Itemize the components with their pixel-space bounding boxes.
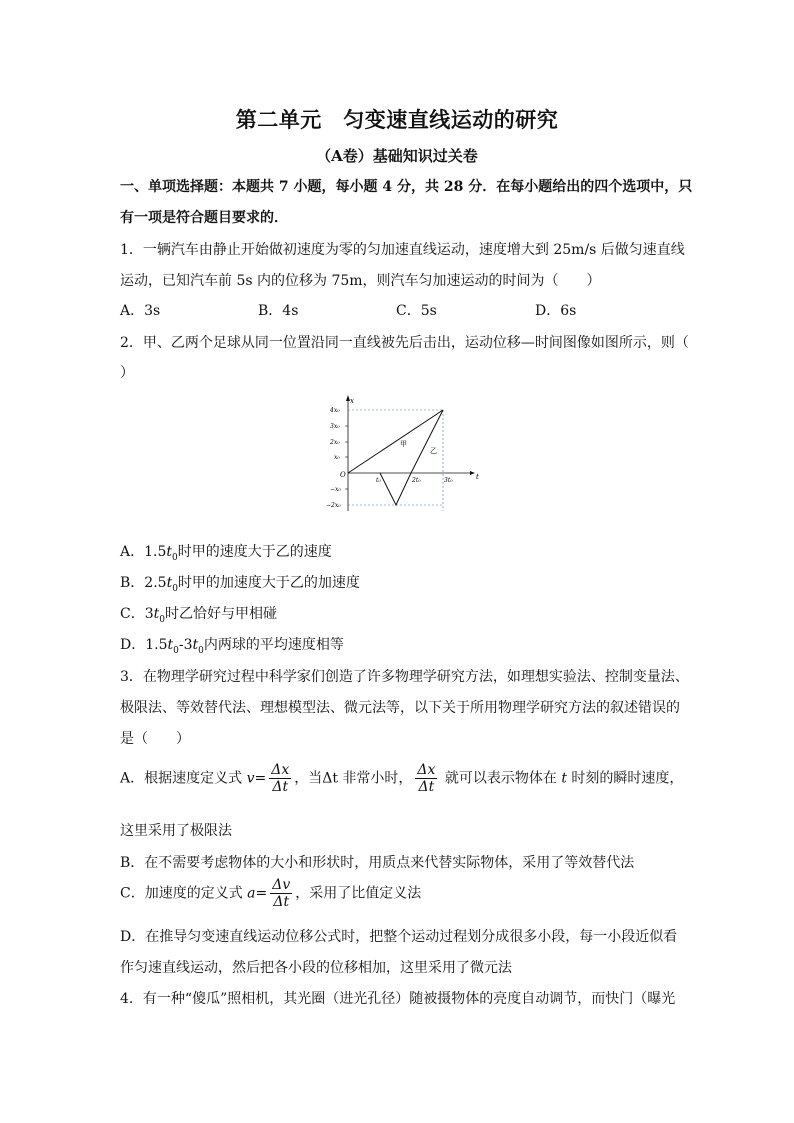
t-axis-arrow [470,471,475,475]
label-jia: 甲 [400,440,407,448]
q1-option-d: D．6s [535,303,577,319]
label-yi: 乙 [430,447,437,455]
fraction-dv-dt: $\frac{\Delta v}{\Delta t}$ [272,877,291,910]
q3-option-a: A．根据速度定义式 v= $\frac{\Delta x}{\Delta t}$ ，当Δt 非常小时， $\frac{\Delta x}{\Delta t}$ 就可以表示物体在 t 时刻的瞬时速度， [120,762,684,795]
fraction-dx-dt: $\frac{\Delta x}{\Delta t}$ [271,762,290,795]
tick-2x0: 2x₀ [330,439,340,446]
q3-line3: 是（ ） [120,731,190,747]
q3-option-b: B．在不需要考虑物体的大小和形状时，用质点来代替实际物体，采用了等效替代法 [120,855,635,871]
displacement-time-graph [326,393,480,518]
q3-line2: 极限法、等效替代法、理想模型法、微元法等，以下关于所用物理学研究方法的叙述错误的 [120,700,680,716]
line-yi [380,410,443,505]
fraction-dx-dt-2: $\frac{\Delta x}{\Delta t}$ [417,762,436,795]
q3-line1: 3．在物理学研究过程中科学家们创造了许多物理学研究方法，如理想实验法、控制变量法、 [120,669,689,685]
q2-line2: ） [120,365,134,381]
q3-option-d-line1: D．在推导匀变速直线运动位移公式时，把整个运动过程划分成很多小段，每一小段近似看 [120,929,678,945]
t-axis-label: t [476,473,479,481]
tick-3t0: 3t₀ [444,477,453,484]
tick-x0: x₀ [334,454,340,461]
q1-option-b: B．4s [258,303,299,319]
q3-option-d-line2: 作匀速直线运动，然后把各小段的位移相加，这里采用了微元法 [120,960,512,976]
tick-3x0: 3x₀ [330,423,340,430]
q1-option-c: C．5s [396,303,437,319]
tick-2t0: 2t₀ [412,477,421,484]
section-heading-line1: 一、单项选择题：本题共 7 小题，每小题 4 分，共 28 分．在每小题给出的四个选项中，只 [120,179,693,195]
section-heading-line2: 有一项是符合题目要求的． [120,210,288,226]
tick-neg-2x0: −2x₀ [326,502,341,509]
tick-neg-x0: −x₀ [330,486,341,493]
q1-line2: 运动，已知汽车前 5s 内的位移为 75m，则汽车匀加速运动的时间为（ ） [120,273,601,289]
q1-line1: 1．一辆汽车由静止开始做初速度为零的匀加速直线运动，速度增大到 25m/s 后做匀速直线 [120,242,685,258]
tick-t0: t₀ [376,477,381,484]
q2-option-a: A．$1.5t_0$时甲的速度大于乙的速度 [120,544,332,563]
tick-4x0: 4x₀ [330,407,340,414]
origin-label: O [340,471,346,479]
x-axis-label: x [350,397,354,405]
q2-option-c: C．$3t_0$时乙恰好与甲相碰 [120,606,277,625]
q2-line1: 2．甲、乙两个足球从同一位置沿同一直线被先后击出，运动位移—时间图像如图所示，则（ [120,335,689,351]
q1-option-a: A．3s [120,303,161,319]
q3-option-c: C．加速度的定义式 a= $\frac{\Delta v}{\Delta t}$ ，采用了比值定义法 [120,877,422,910]
q2-option-d: D．$1.5t_0-3t_0$内两球的平均速度相等 [120,637,344,656]
page-subtitle: （A卷）基础知识过关卷 [316,147,478,165]
line-jia [348,410,443,473]
page-title: 第二单元 匀变速直线运动的研究 [235,107,559,132]
q2-option-b: B．$2.5t_0$时甲的加速度大于乙的加速度 [120,575,360,594]
q3-option-a-cont: 这里采用了极限法 [120,823,232,839]
q4-line1: 4．有一种“傻瓜”照相机，其光圈（进光孔径）随被摄物体的亮度自动调节，而快门（曝光 [120,991,676,1007]
